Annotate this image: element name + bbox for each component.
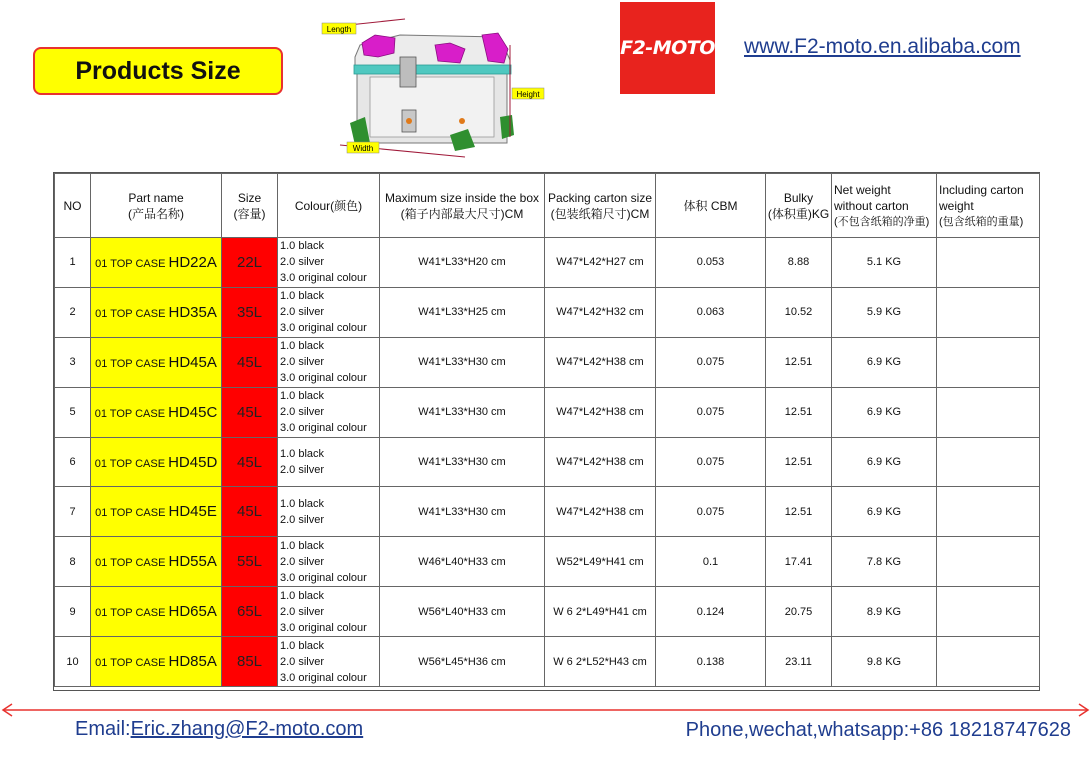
cell-including-carton — [937, 287, 1040, 337]
cell-net-weight: 7.8 KG — [832, 537, 937, 587]
colour-option: 1.0 black — [280, 497, 325, 510]
cell-size: 45L — [222, 387, 278, 437]
cell-part-name: 01 TOP CASE HD65A — [91, 587, 222, 637]
email-contact: Email:Eric.zhang@F2-moto.com — [75, 718, 364, 740]
cell-max-size: W46*L40*H33 cm — [380, 537, 545, 587]
table-row — [55, 637, 1040, 687]
email-link[interactable]: Eric.zhang@F2-moto.com — [130, 718, 364, 740]
colour-option: 1.0 black — [280, 589, 325, 602]
header-carton-size: Packing carton size (包装纸箱尺寸)CM — [545, 174, 656, 238]
height-label: Height — [516, 90, 540, 99]
cell-colour — [278, 487, 380, 537]
cell-size: 55L — [222, 537, 278, 587]
cell-max-size: W41*L33*H30 cm — [380, 487, 545, 537]
cell-net-weight: 6.9 KG — [832, 337, 937, 387]
cell-no: 3 — [55, 337, 91, 387]
cell-including-carton — [937, 337, 1040, 387]
cell-carton-size: W 6 2*L49*H41 cm — [545, 587, 656, 637]
cell-bulky: 17.41 — [766, 537, 832, 587]
header-including-carton: Including carton weight (包含纸箱的重量) — [937, 174, 1040, 238]
table-header-row — [55, 174, 1040, 238]
cell-including-carton — [937, 637, 1040, 687]
cell-carton-size: W47*L42*H38 cm — [545, 387, 656, 437]
table-row — [55, 537, 1040, 587]
cell-cbm: 0.075 — [656, 437, 766, 487]
cell-cbm: 0.053 — [656, 238, 766, 288]
cell-colour — [278, 387, 380, 437]
cell-including-carton — [937, 537, 1040, 587]
header-net-weight: Net weight without carton (不包含纸箱的净重) — [832, 174, 937, 238]
phone-contact: Phone,wechat,whatsapp:+86 18218747628 — [685, 719, 1071, 741]
cell-carton-size: W47*L42*H32 cm — [545, 287, 656, 337]
brand-logo: F2-MOTO — [620, 2, 715, 94]
cell-cbm: 0.1 — [656, 537, 766, 587]
cell-max-size: W41*L33*H30 cm — [380, 337, 545, 387]
divider-arrow — [0, 702, 1091, 718]
colour-option: 1.0 black — [280, 340, 325, 353]
cell-no: 1 — [55, 238, 91, 288]
cell-part-name: 01 TOP CASE HD22A — [91, 238, 222, 288]
cell-max-size: W56*L40*H33 cm — [380, 587, 545, 637]
cell-max-size: W56*L45*H36 cm — [380, 637, 545, 687]
cell-net-weight: 5.9 KG — [832, 287, 937, 337]
cell-size: 22L — [222, 238, 278, 288]
colour-option: 3.0 original colour — [280, 571, 367, 584]
colour-option: 1.0 black — [280, 240, 325, 253]
cell-net-weight: 6.9 KG — [832, 487, 937, 537]
cell-size: 65L — [222, 587, 278, 637]
colour-option: 3.0 original colour — [280, 422, 367, 435]
cell-net-weight: 9.8 KG — [832, 637, 937, 687]
colour-option: 2.0 silver — [280, 655, 325, 668]
table-row — [55, 487, 1040, 537]
cell-part-name: 01 TOP CASE HD85A — [91, 637, 222, 687]
cell-including-carton — [937, 437, 1040, 487]
cell-cbm: 0.124 — [656, 587, 766, 637]
header-part-name: Part name (产品名称) — [91, 174, 222, 238]
cell-bulky: 23.11 — [766, 637, 832, 687]
cell-net-weight: 5.1 KG — [832, 238, 937, 288]
colour-option: 2.0 silver — [280, 256, 325, 269]
cell-bulky: 12.51 — [766, 337, 832, 387]
length-label: Length — [326, 25, 352, 34]
cell-colour — [278, 637, 380, 687]
colour-option: 1.0 black — [280, 290, 325, 303]
cell-net-weight: 6.9 KG — [832, 387, 937, 437]
cell-part-name: 01 TOP CASE HD45A — [91, 337, 222, 387]
cell-cbm: 0.075 — [656, 487, 766, 537]
cell-bulky: 10.52 — [766, 287, 832, 337]
cell-carton-size: W47*L42*H38 cm — [545, 437, 656, 487]
cell-size: 45L — [222, 437, 278, 487]
cell-bulky: 12.51 — [766, 437, 832, 487]
colour-option: 3.0 original colour — [280, 272, 367, 285]
cell-no: 6 — [55, 437, 91, 487]
colour-option: 2.0 silver — [280, 605, 325, 618]
colour-option: 1.0 black — [280, 539, 325, 552]
cell-bulky: 8.88 — [766, 238, 832, 288]
header-size: Size (容量) — [222, 174, 278, 238]
colour-option: 2.0 silver — [280, 356, 325, 369]
cell-no: 10 — [55, 637, 91, 687]
table-row — [55, 337, 1040, 387]
cell-no: 2 — [55, 287, 91, 337]
header-colour: Colour(颜色) — [278, 174, 380, 238]
table-row — [55, 437, 1040, 487]
cell-size: 45L — [222, 487, 278, 537]
colour-option: 1.0 black — [280, 448, 325, 460]
cell-bulky: 12.51 — [766, 487, 832, 537]
cell-cbm: 0.063 — [656, 287, 766, 337]
colour-option: 2.0 silver — [280, 306, 325, 319]
product-size-table — [53, 172, 1040, 691]
cell-including-carton — [937, 487, 1040, 537]
cell-part-name: 01 TOP CASE HD35A — [91, 287, 222, 337]
colour-option: 2.0 silver — [280, 555, 325, 568]
cell-part-name: 01 TOP CASE HD45C — [91, 387, 222, 437]
cell-colour — [278, 437, 380, 487]
cell-including-carton — [937, 238, 1040, 288]
cell-bulky: 20.75 — [766, 587, 832, 637]
cell-size: 85L — [222, 637, 278, 687]
website-link[interactable]: www.F2-moto.en.alibaba.com — [744, 35, 1021, 58]
header-bulky: Bulky (体积重)KG — [766, 174, 832, 238]
colour-option: 2.0 silver — [280, 406, 325, 419]
cell-carton-size: W47*L42*H38 cm — [545, 487, 656, 537]
header-no: NO — [55, 174, 91, 238]
colour-option: 1.0 black — [280, 639, 325, 652]
top-case-diagram-icon — [300, 5, 550, 165]
cell-no: 7 — [55, 487, 91, 537]
cell-net-weight: 8.9 KG — [832, 587, 937, 637]
cell-colour — [278, 537, 380, 587]
colour-option: 3.0 original colour — [280, 322, 367, 335]
cell-colour — [278, 587, 380, 637]
cell-cbm: 0.138 — [656, 637, 766, 687]
cell-size: 45L — [222, 337, 278, 387]
cell-max-size: W41*L33*H30 cm — [380, 437, 545, 487]
colour-option: 1.0 black — [280, 390, 325, 403]
table-row — [55, 587, 1040, 637]
cell-including-carton — [937, 587, 1040, 637]
cell-max-size: W41*L33*H20 cm — [380, 238, 545, 288]
cell-part-name: 01 TOP CASE HD45D — [91, 437, 222, 487]
cell-carton-size: W52*L49*H41 cm — [545, 537, 656, 587]
colour-option: 3.0 original colour — [280, 372, 367, 385]
cell-bulky: 12.51 — [766, 387, 832, 437]
colour-option: 2.0 silver — [280, 464, 325, 476]
cell-max-size: W41*L33*H25 cm — [380, 287, 545, 337]
cell-colour — [278, 287, 380, 337]
cell-colour — [278, 238, 380, 288]
cell-part-name: 01 TOP CASE HD55A — [91, 537, 222, 587]
page-title: Products Size — [33, 47, 283, 95]
cell-net-weight: 6.9 KG — [832, 437, 937, 487]
cell-cbm: 0.075 — [656, 337, 766, 387]
table-row — [55, 287, 1040, 337]
cell-no: 8 — [55, 537, 91, 587]
width-label: Width — [352, 144, 374, 153]
cell-including-carton — [937, 387, 1040, 437]
colour-option: 3.0 original colour — [280, 621, 367, 634]
colour-option: 2.0 silver — [280, 513, 325, 526]
cell-cbm: 0.075 — [656, 387, 766, 437]
table-row — [55, 387, 1040, 437]
colour-option: 3.0 original colour — [280, 671, 367, 684]
header-cbm: 体积 CBM — [656, 174, 766, 238]
cell-colour — [278, 337, 380, 387]
cell-max-size: W41*L33*H30 cm — [380, 387, 545, 437]
cell-size: 35L — [222, 287, 278, 337]
table-row — [55, 238, 1040, 288]
header-max-size: Maximum size inside the box (箱子内部最大尺寸)CM — [380, 174, 545, 238]
cell-carton-size: W47*L42*H38 cm — [545, 337, 656, 387]
cell-no: 5 — [55, 387, 91, 437]
cell-carton-size: W 6 2*L52*H43 cm — [545, 637, 656, 687]
cell-no: 9 — [55, 587, 91, 637]
cell-part-name: 01 TOP CASE HD45E — [91, 487, 222, 537]
cell-carton-size: W47*L42*H27 cm — [545, 238, 656, 288]
